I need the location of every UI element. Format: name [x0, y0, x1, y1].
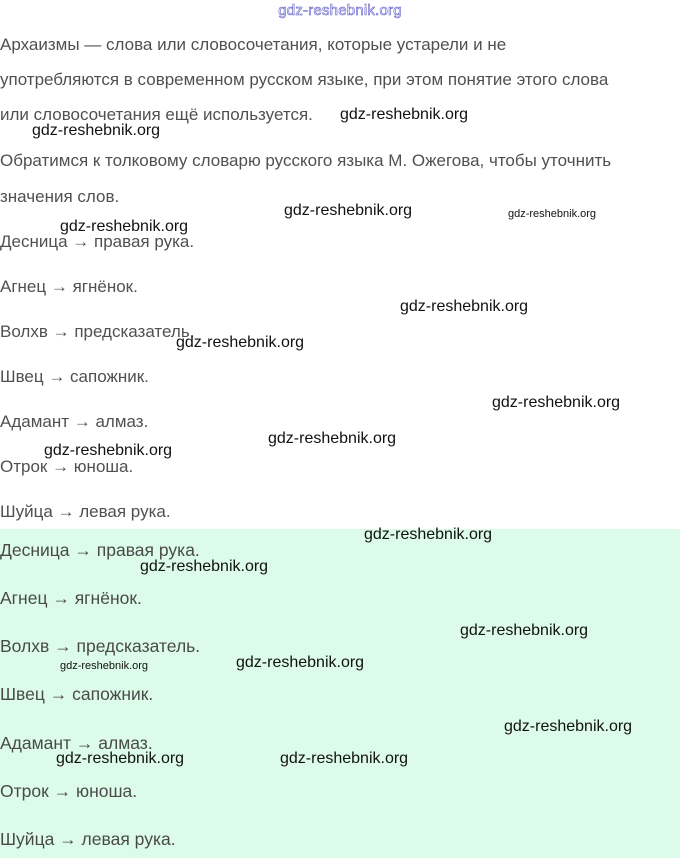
watermark: gdz-reshebnik.org — [284, 202, 413, 219]
watermark: gdz-reshebnik.org — [492, 394, 621, 411]
watermark: gdz-reshebnik.org — [236, 654, 365, 671]
answer-item: Агнец → ягнёнок. — [0, 588, 142, 608]
answer-item: Волхв → предсказатель. — [0, 636, 201, 656]
watermark: gdz-reshebnik.org — [364, 526, 493, 543]
watermark: gdz-reshebnik.org — [60, 660, 149, 672]
watermark: gdz-reshebnik.org — [44, 442, 173, 459]
intro-line-3: или словосочетания ещё используется. — [0, 105, 313, 124]
answer-item: Отрок → юноша. — [0, 781, 138, 801]
watermark: gdz-reshebnik.org — [140, 558, 269, 575]
watermark: gdz-reshebnik.org — [504, 718, 633, 735]
watermark: gdz-reshebnik.org — [32, 122, 161, 139]
watermark: gdz-reshebnik.org — [56, 750, 185, 767]
word-item: Швец → сапожник. — [0, 367, 149, 386]
intro-line-1: Архаизмы — слова или словосочетания, которые устарели и не — [0, 35, 507, 54]
answer-item: Шуйца → левая рука. — [0, 829, 176, 849]
intro-line-5: значения слов. — [0, 187, 120, 206]
answer-item: Швец → сапожник. — [0, 684, 154, 704]
watermark: gdz-reshebnik.org — [508, 208, 597, 220]
watermark: gdz-reshebnik.org — [340, 106, 469, 123]
answer-item: Десница → правая рука. — [0, 540, 200, 560]
watermark: gdz-reshebnik.org — [60, 218, 189, 235]
watermark: gdz-reshebnik.org — [176, 334, 305, 351]
word-item: Шуйца → левая рука. — [0, 502, 171, 521]
word-item: Отрок → юноша. — [0, 457, 134, 476]
watermark: gdz-reshebnik.org — [460, 622, 589, 639]
watermark: gdz-reshebnik.org — [268, 430, 397, 447]
site-header-link[interactable]: gdz-reshebnik.org — [278, 2, 402, 19]
answer-item: Адамант → алмаз. — [0, 733, 153, 753]
watermark: gdz-reshebnik.org — [280, 750, 409, 767]
word-item: Агнец → ягнёнок. — [0, 277, 138, 296]
watermark: gdz-reshebnik.org — [400, 298, 529, 315]
intro-line-4: Обратимся к толковому словарю русского языка М. Ожегова, чтобы уточнить — [0, 151, 612, 170]
word-item: Десница → правая рука. — [0, 232, 195, 251]
word-item: Адамант → алмаз. — [0, 412, 149, 431]
word-item: Волхв → предсказатель. — [0, 322, 195, 341]
intro-line-2: употребляются в современном русском языке, при этом понятие этого слова — [0, 70, 609, 89]
